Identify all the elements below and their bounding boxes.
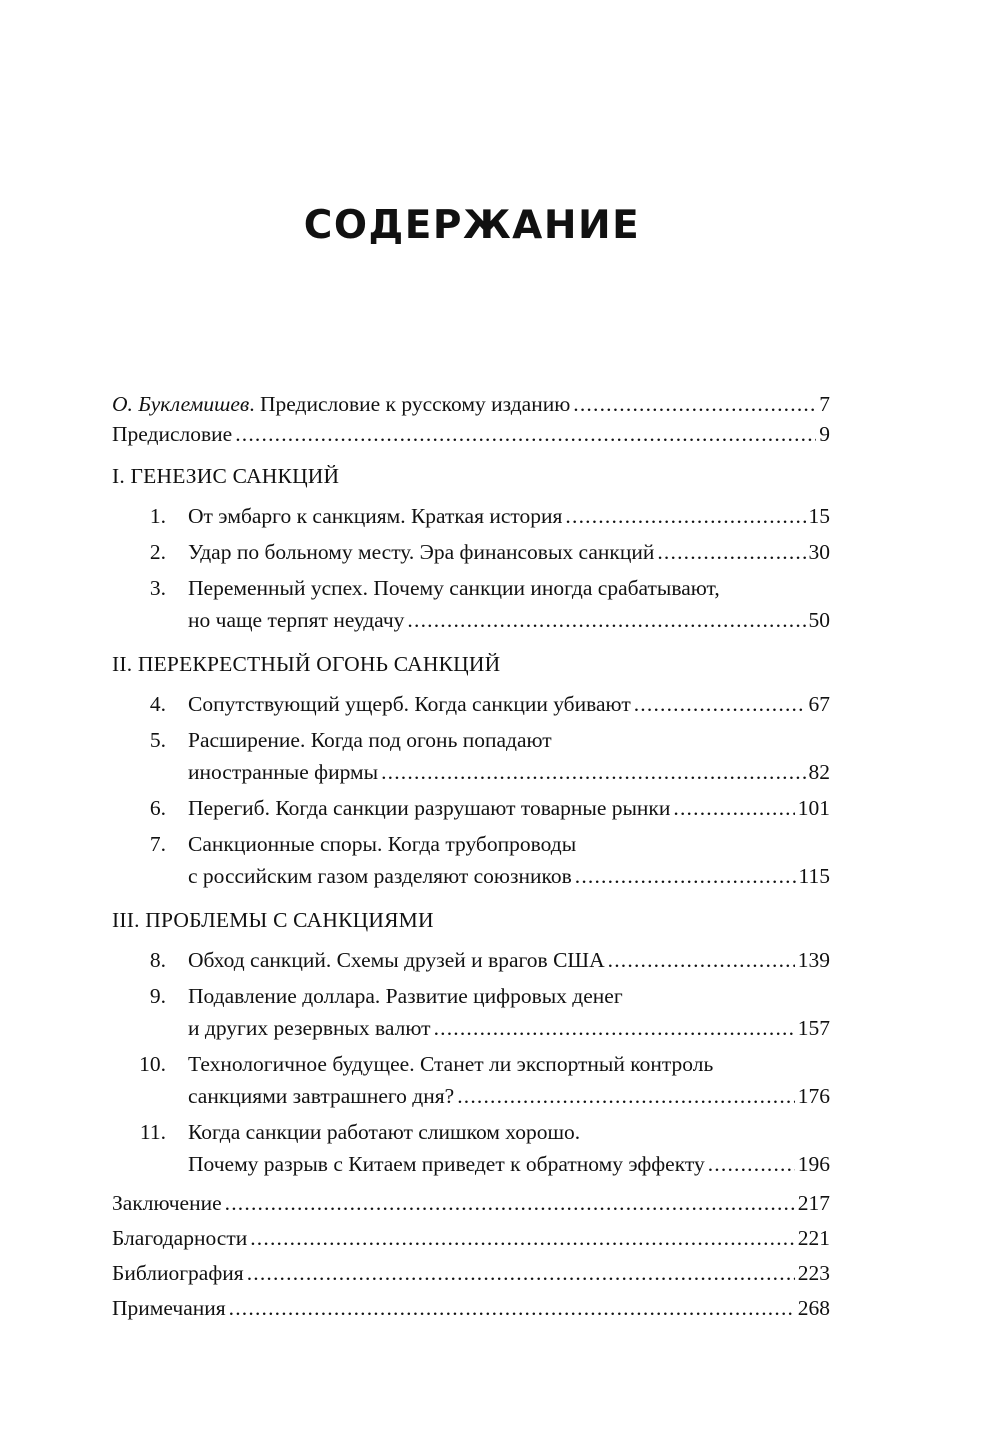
chapter-page-number: 115 xyxy=(798,864,830,888)
chapter-page-number: 196 xyxy=(797,1152,830,1176)
chapter-number: 7. xyxy=(149,832,166,856)
entry-page-number: 221 xyxy=(797,1226,830,1250)
entry-page-number: 268 xyxy=(797,1296,830,1320)
chapter-number: 2. xyxy=(149,540,166,564)
chapter-title: Удар по больному месту. Эра финансовых санкций xyxy=(188,540,655,564)
chapter-title-line-2: с российским газом разделяют союзников xyxy=(188,864,572,888)
dot-leader xyxy=(673,792,794,824)
toc-chapter-5[interactable] xyxy=(112,724,830,790)
dot-leader xyxy=(407,604,805,636)
entry-page-number: 9 xyxy=(819,422,830,446)
dot-leader xyxy=(434,1012,795,1044)
toc-entry-notes[interactable] xyxy=(112,1289,830,1324)
chapter-number: 6. xyxy=(149,796,166,820)
chapter-title-line-2: иностранные фирмы xyxy=(188,760,379,784)
entry-title: Предисловие xyxy=(112,422,233,446)
chapter-title: Перегиб. Когда санкции разрушают товарные рынки xyxy=(188,796,671,820)
chapter-title-line-2: и других резервных валют xyxy=(188,1016,431,1040)
chapter-title-line-2: санкциями завтрашнего дня? xyxy=(188,1084,455,1108)
dot-leader xyxy=(575,860,796,892)
chapter-number: 10. xyxy=(139,1052,166,1076)
dot-leader xyxy=(657,536,805,568)
entry-title: Заключение xyxy=(112,1191,222,1215)
toc-entry-foreword-russian[interactable] xyxy=(112,390,830,420)
toc-chapter-8[interactable] xyxy=(112,944,830,978)
chapter-page-number: 67 xyxy=(808,692,830,716)
toc-chapter-4[interactable] xyxy=(112,688,830,722)
dot-leader xyxy=(229,1292,795,1324)
chapter-title-line-1: Подавление доллара. Развитие цифровых денег xyxy=(188,984,623,1008)
entry-title: Примечания xyxy=(112,1296,226,1320)
dot-leader xyxy=(457,1080,795,1112)
entry-title: Библиография xyxy=(112,1261,244,1285)
entry-page-number: 223 xyxy=(797,1261,830,1285)
page-title: СОДЕРЖАНИЕ xyxy=(303,203,641,248)
chapter-page-number: 176 xyxy=(797,1084,830,1108)
chapter-page-number: 30 xyxy=(808,540,830,564)
toc-chapter-6[interactable] xyxy=(112,792,830,826)
dot-leader xyxy=(634,688,806,720)
chapter-title-line-2: Почему разрыв с Китаем приведет к обратному эффекту xyxy=(188,1152,705,1176)
toc-entry-bibliography[interactable] xyxy=(112,1254,830,1289)
dot-leader xyxy=(247,1257,795,1289)
chapter-title: От эмбарго к санкциям. Краткая история xyxy=(188,504,563,528)
chapter-title: Обход санкций. Схемы друзей и врагов США xyxy=(188,948,605,972)
entry-title: . Предисловие к русскому изданию xyxy=(249,392,571,416)
chapter-number: 9. xyxy=(149,984,166,1008)
toc-chapter-10[interactable] xyxy=(112,1048,830,1114)
toc-chapter-2[interactable] xyxy=(112,536,830,570)
chapter-page-number: 139 xyxy=(797,948,830,972)
chapter-page-number: 15 xyxy=(808,504,830,528)
entry-author: О. Буклемишев xyxy=(112,392,250,416)
chapter-title-line-1: Когда санкции работают слишком хорошо. xyxy=(188,1120,581,1144)
chapter-page-number: 50 xyxy=(808,608,830,632)
entry-page-number: 217 xyxy=(797,1191,830,1215)
toc-entry-foreword[interactable] xyxy=(112,420,830,450)
dot-leader xyxy=(565,500,805,532)
toc-chapter-11[interactable] xyxy=(112,1116,830,1182)
table-of-contents xyxy=(112,390,830,1324)
chapter-number: 3. xyxy=(149,576,166,600)
dot-leader xyxy=(381,756,805,788)
part-heading-2[interactable]: II. ПЕРЕКРЕСТНЫЙ ОГОНЬ САНКЦИЙ xyxy=(112,652,501,676)
chapter-title-line-1: Технологичное будущее. Станет ли экспортный контроль xyxy=(188,1052,714,1076)
chapter-title: Сопутствующий ущерб. Когда санкции убивают xyxy=(188,692,631,716)
entry-label xyxy=(112,388,570,420)
part-heading-1[interactable]: I. ГЕНЕЗИС САНКЦИЙ xyxy=(112,464,340,488)
chapter-page-number: 101 xyxy=(797,796,830,820)
dot-leader xyxy=(573,388,816,420)
dot-leader xyxy=(225,1187,795,1219)
toc-chapter-1[interactable] xyxy=(112,500,830,534)
toc-chapter-7[interactable] xyxy=(112,828,830,894)
dot-leader xyxy=(235,418,816,450)
toc-chapter-9[interactable] xyxy=(112,980,830,1046)
chapter-number: 1. xyxy=(149,504,166,528)
chapter-page-number: 82 xyxy=(808,760,830,784)
chapter-number: 4. xyxy=(149,692,166,716)
chapter-title-line-2: но чаще терпят неудачу xyxy=(188,608,405,632)
entry-page-number: 7 xyxy=(819,392,830,416)
toc-entry-acknowledgements[interactable] xyxy=(112,1219,830,1254)
chapter-number: 11. xyxy=(139,1120,166,1144)
chapter-number: 5. xyxy=(149,728,166,752)
toc-chapter-3[interactable] xyxy=(112,572,830,638)
entry-title: Благодарности xyxy=(112,1226,248,1250)
chapter-number: 8. xyxy=(149,948,166,972)
dot-leader xyxy=(250,1222,795,1254)
dot-leader xyxy=(708,1148,795,1180)
dot-leader xyxy=(608,944,795,976)
chapter-page-number: 157 xyxy=(797,1016,830,1040)
chapter-title-line-1: Переменный успех. Почему санкции иногда срабатывают, xyxy=(188,576,720,600)
part-heading-3[interactable]: III. ПРОБЛЕМЫ С САНКЦИЯМИ xyxy=(112,908,434,932)
toc-entry-conclusion[interactable] xyxy=(112,1184,830,1219)
chapter-title-line-1: Расширение. Когда под огонь попадают xyxy=(188,728,552,752)
chapter-title-line-1: Санкционные споры. Когда трубопроводы xyxy=(188,832,577,856)
